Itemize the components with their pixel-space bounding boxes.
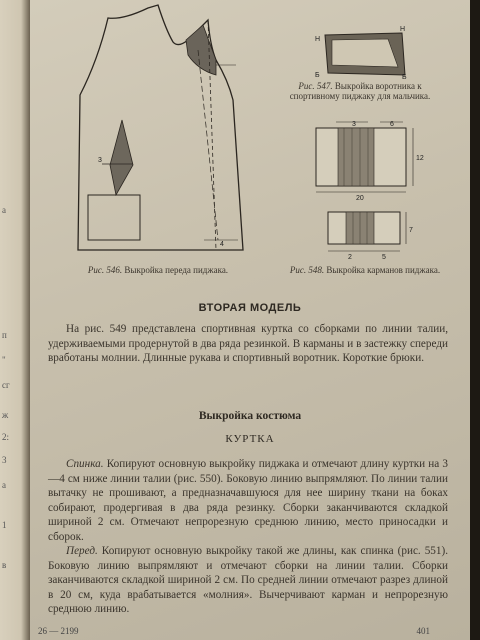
subsection-subtitle: КУРТКА xyxy=(225,433,275,445)
figure-548-label: 6 xyxy=(390,121,394,128)
book-page xyxy=(30,0,470,640)
figure-546-caption xyxy=(58,266,258,276)
background-edge xyxy=(470,0,480,640)
figure-546-label: 4 xyxy=(220,241,224,248)
caption-number: Рис. 548. xyxy=(289,265,325,275)
jacket-front-pattern-drawing xyxy=(38,0,253,260)
page-number: 401 xyxy=(416,626,430,636)
figure-548-label: 12 xyxy=(416,155,424,162)
page-signature: 26 — 2199 xyxy=(38,626,79,636)
collar-pattern-drawing xyxy=(310,25,410,80)
adjacent-page-strip xyxy=(0,0,30,640)
caption-text: Выкройка карманов пиджака. xyxy=(326,265,441,275)
adjacent-page-fragment: 3 xyxy=(2,455,7,465)
adjacent-page-fragment: п xyxy=(2,330,7,340)
figure-546-label: 3 xyxy=(98,157,102,164)
caption-number: Рис. 547. xyxy=(298,81,333,91)
front-text: Копируют основную выкройку такой же длины, как спинка (рис. 551). Боковую линию выпрямляют и отмечают сборки на линии талии. Сборки заканчиваются складкой шириной 2 см. По средней линии отмечают разрез длиной в 20 см, куда врабатывается «молния». Вычерчивают карман и непрорезную среднюю линию. xyxy=(48,545,449,615)
adjacent-page-fragment: а xyxy=(2,205,6,215)
front-paragraph xyxy=(48,544,448,617)
front-lead: Перед. xyxy=(66,545,98,557)
figure-548-label: 5 xyxy=(382,254,386,261)
adjacent-page-fragment: 2: xyxy=(2,432,10,442)
adjacent-page-fragment: в xyxy=(2,560,7,570)
caption-number: Рис. 546. xyxy=(87,265,123,275)
back-lead: Спинка. xyxy=(66,458,104,470)
figure-548 xyxy=(308,118,438,263)
figure-548-caption xyxy=(285,266,445,276)
adjacent-page-fragment: ж xyxy=(2,410,9,420)
intro-paragraph: На рис. 549 представлена спортивная куртка со сборками по линии талии, удерживаемыми продернутой в два ряда резинкой. В карманы и в застежку спереди вработаны молнии. Длинные рукава и спортивный воротник. Короткие брюки. xyxy=(48,323,448,364)
figure-547-label: Б xyxy=(402,74,407,80)
figure-547-caption xyxy=(280,82,440,102)
caption-text: Выкройка переда пиджака. xyxy=(124,265,229,275)
figure-548-label: 3 xyxy=(352,121,356,128)
back-paragraph xyxy=(48,457,448,544)
figure-548-label: 7 xyxy=(409,227,413,234)
adjacent-page-fragment: " xyxy=(2,355,6,365)
caption-text: Выкройка воротника к спортивному пиджаку для мальчика. xyxy=(289,81,431,101)
figure-547-label: Н xyxy=(400,26,406,33)
figure-547-label: Н xyxy=(315,36,321,43)
back-text: Копируют основную выкройку пиджака и отмечают длину куртки на 3—4 см ниже линии талии (рис. 550). Боковую линию выпрямляют. По линии талии вытачку не прошивают, а предназначавшуюся для нее ширину ткани на боках собирают, продергивая в два ряда резинку. Сборки заканчиваются складкой шириной 2 см. Отмечают непрорезную среднюю линию, место приносадки и сборок. xyxy=(48,458,449,543)
figure-546 xyxy=(38,0,253,260)
adjacent-page-fragment: 1 xyxy=(2,520,7,530)
adjacent-page-fragment: сг xyxy=(2,380,10,390)
figure-547 xyxy=(310,25,410,80)
figure-548-label: 2 xyxy=(348,254,352,261)
section-title: ВТОРАЯ МОДЕЛЬ xyxy=(198,302,302,314)
figure-547-label: Б xyxy=(315,72,320,79)
subsection-title: Выкройка костюма xyxy=(198,410,302,422)
adjacent-page-fragment: а xyxy=(2,480,6,490)
pocket-pattern-drawing xyxy=(308,118,438,263)
figure-548-label: 20 xyxy=(356,195,364,202)
